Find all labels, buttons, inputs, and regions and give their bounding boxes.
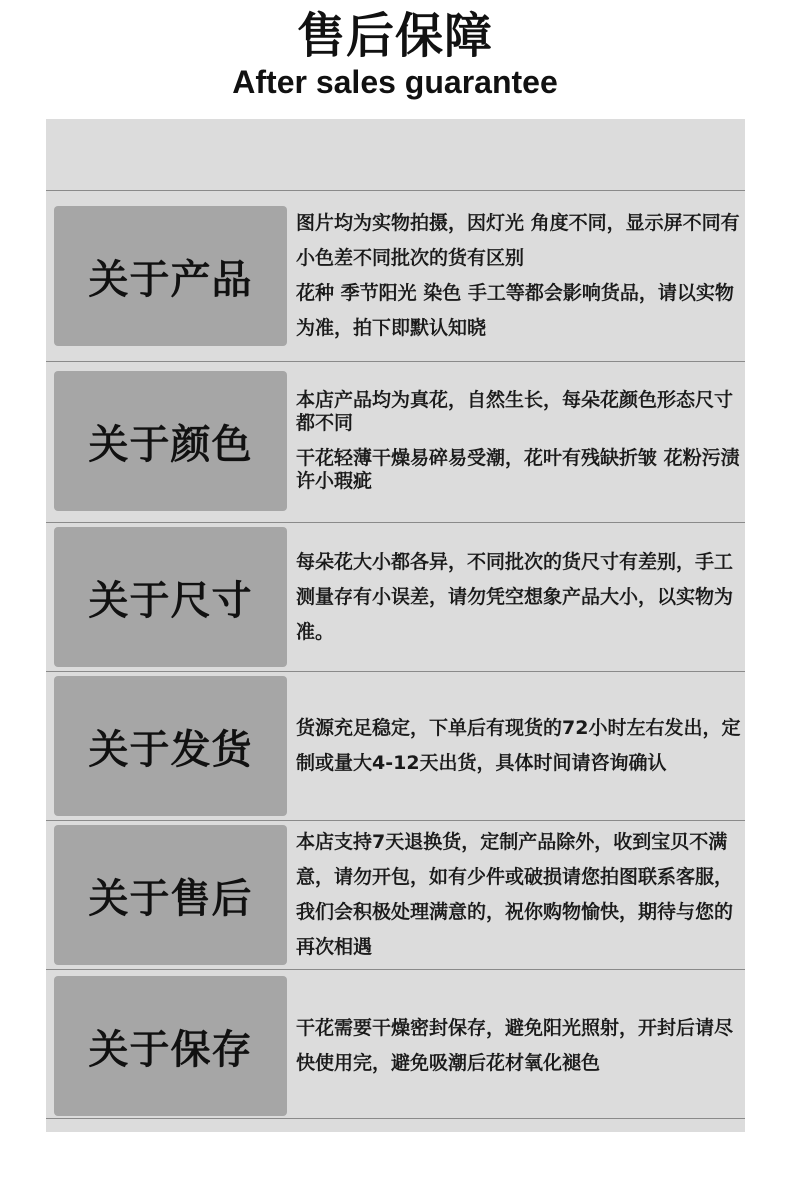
section-label: 关于产品 [88, 256, 253, 303]
section-label: 关于发货 [88, 726, 253, 773]
section-label-box [54, 825, 287, 965]
description-paragraph: 每朵花大小都各异，不同批次的货尺寸有差别，手工测量存有小误差，请勿凭空想象产品大小，以实物为准。 [296, 550, 734, 643]
section-label: 关于尺寸 [88, 577, 253, 624]
description-paragraph: 花种 季节阳光 染色 手工等都会影响货品，请以实物为准，拍下即默认知晓 [296, 282, 734, 339]
description-paragraph: 干花需要干燥密封保存，避免阳光照射，开封后请尽快使用完，避免吸潮后花材氧化褪色 [296, 1017, 734, 1074]
section-size [46, 523, 745, 671]
page-subtitle: After sales guarantee [232, 64, 558, 100]
section-label: 关于颜色 [88, 421, 253, 468]
section-after-sales [46, 821, 745, 969]
section-description [296, 676, 742, 816]
section-label-box [54, 976, 287, 1116]
section-label-box [54, 527, 287, 667]
section-shipping [46, 672, 745, 820]
description-paragraph: 货源充足稳定，下单后有现货的72小时左右发出，定制或量大4-12天出货，具体时间请咨询确认 [296, 717, 741, 774]
description-paragraph: 干花轻薄干燥易碎易受潮，花叶有残缺折皱 花粉污渍许小瑕疵 [296, 447, 740, 492]
section-label-box [54, 371, 287, 511]
section-description [296, 825, 742, 965]
guarantee-panel [46, 119, 745, 1132]
section-description [296, 527, 742, 667]
page-title: 售后保障 [296, 8, 493, 64]
section-label: 关于售后 [88, 875, 253, 922]
section-product [46, 191, 745, 361]
section-description [296, 371, 742, 511]
section-description [296, 976, 742, 1116]
description-paragraph: 本店支持7天退换货，定制产品除外，收到宝贝不满意，请勿开包，如有少件或破损请您拍图联系客服，我们会积极处理满意的，祝你购物愉快，期待与您的再次相遇 [296, 831, 734, 958]
section-label-box [54, 206, 287, 346]
section-color [46, 362, 745, 522]
description-paragraph: 图片均为实物拍摄，因灯光 角度不同，显示屏不同有小色差不同批次的货有区别 [296, 212, 740, 269]
section-description [296, 206, 742, 346]
divider [46, 1118, 745, 1119]
section-label: 关于保存 [88, 1026, 253, 1073]
section-storage [46, 970, 745, 1118]
section-label-box [54, 676, 287, 816]
description-paragraph: 本店产品均为真花，自然生长，每朵花颜色形态尺寸都不同 [296, 389, 734, 434]
